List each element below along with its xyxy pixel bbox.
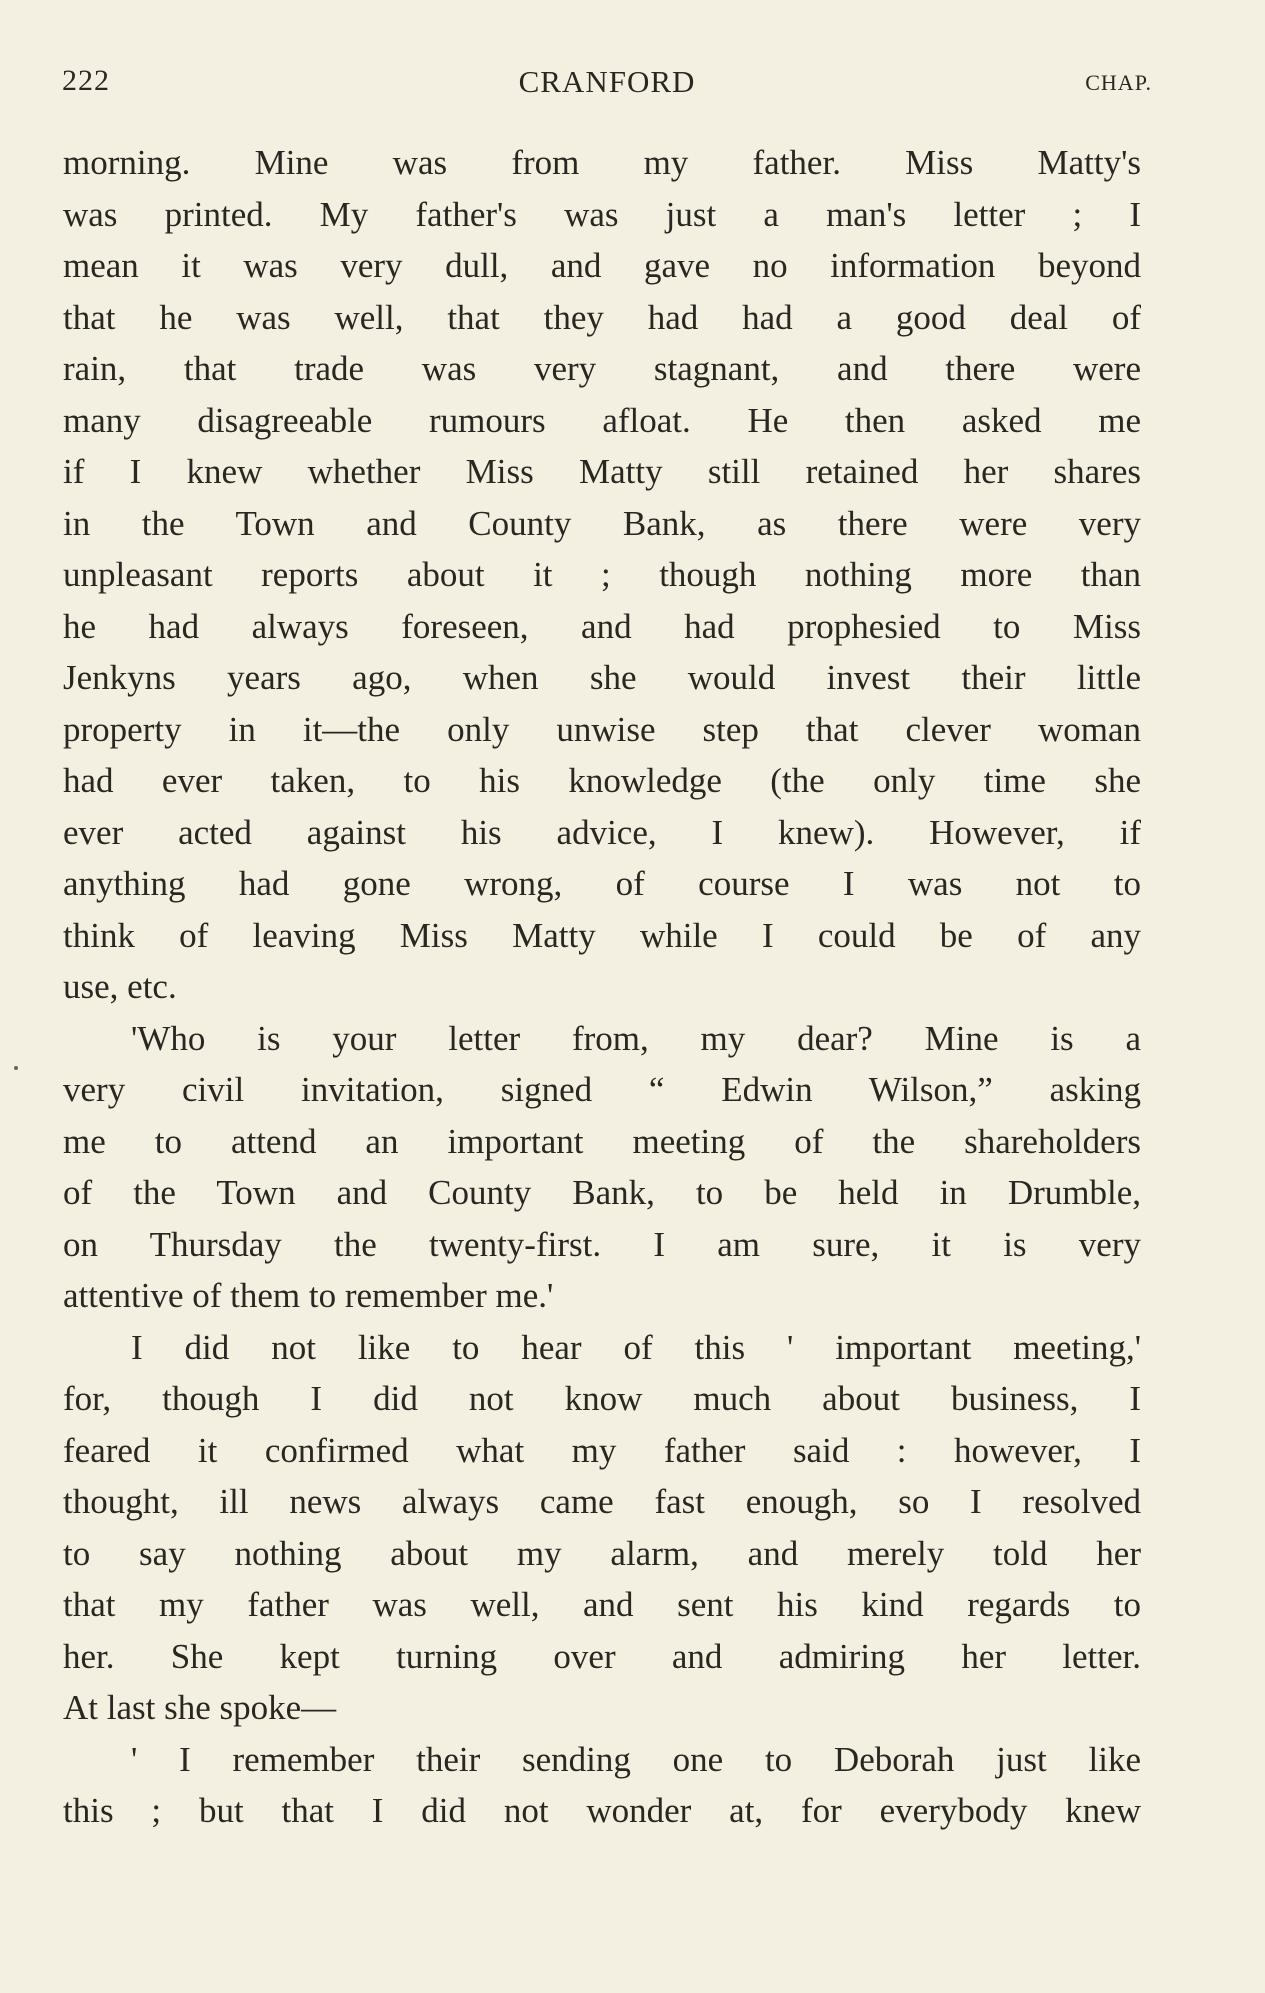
text-line: think of leaving Miss Matty while I could be of any (63, 915, 1141, 955)
text-line: thought, ill news always came fast enough, so I resolved (63, 1482, 1141, 1521)
text-line: morning. Mine was from my father. Miss Matty's (63, 143, 1141, 182)
running-head (62, 64, 1152, 108)
margin-speck (14, 1066, 18, 1070)
text-line: for, though I did not know much about business, I (63, 1379, 1141, 1418)
text-line: 'Who is your letter from, my dear? Mine is a (131, 1018, 1141, 1058)
running-title: CRANFORD (518, 64, 696, 99)
text-line: he had always foreseen, and had prophesied to Miss (63, 606, 1141, 646)
text-line: of the Town and County Bank, to be held in Drumble, (63, 1173, 1141, 1212)
text-line: mean it was very dull, and gave no information beyond (63, 246, 1141, 285)
text-line: ' I remember their sending one to Deborah just like (131, 1739, 1141, 1779)
text-line: very civil invitation, signed “ Edwin Wilson,” asking (63, 1070, 1141, 1109)
text-line: had ever taken, to his knowledge (the only time she (63, 761, 1141, 800)
text-line: Jenkyns years ago, when she would invest their little (63, 658, 1141, 697)
text-line: if I knew whether Miss Matty still retained her shares (63, 452, 1141, 491)
chapter-label: CHAP. (1085, 70, 1152, 95)
text-line: on Thursday the twenty-first. I am sure, it is very (63, 1224, 1141, 1264)
text-line: her. She kept turning over and admiring her letter. (63, 1636, 1141, 1676)
text-line: unpleasant reports about it ; though nothing more than (63, 555, 1141, 594)
text-line: feared it confirmed what my father said : however, I (63, 1430, 1141, 1470)
text-line: that he was well, that they had had a good deal of (63, 297, 1141, 337)
text-line: At last she spoke— (63, 1688, 337, 1727)
text-line: to say nothing about my alarm, and merely told her (63, 1533, 1141, 1573)
text-line: was printed. My father's was just a man's letter ; I (63, 194, 1141, 234)
text-line: property in it—the only unwise step that clever woman (63, 709, 1141, 749)
text-line: me to attend an important meeting of the shareholders (63, 1121, 1141, 1161)
text-line: ever acted against his advice, I knew). However, if (63, 812, 1141, 852)
text-line: anything had gone wrong, of course I was not to (63, 864, 1141, 903)
body-text (63, 137, 1141, 1837)
text-line: this ; but that I did not wonder at, for everybody knew (63, 1791, 1141, 1830)
text-line: use, etc. (63, 967, 177, 1006)
text-line: many disagreeable rumours afloat. He then asked me (63, 400, 1141, 440)
text-line: rain, that trade was very stagnant, and there were (63, 349, 1141, 388)
text-line: I did not like to hear of this ' important meeting,' (131, 1327, 1141, 1367)
page-number: 222 (62, 64, 110, 97)
text-line: that my father was well, and sent his kind regards to (63, 1585, 1141, 1624)
text-line: attentive of them to remember me.' (63, 1276, 554, 1315)
text-line: in the Town and County Bank, as there were very (63, 503, 1141, 543)
